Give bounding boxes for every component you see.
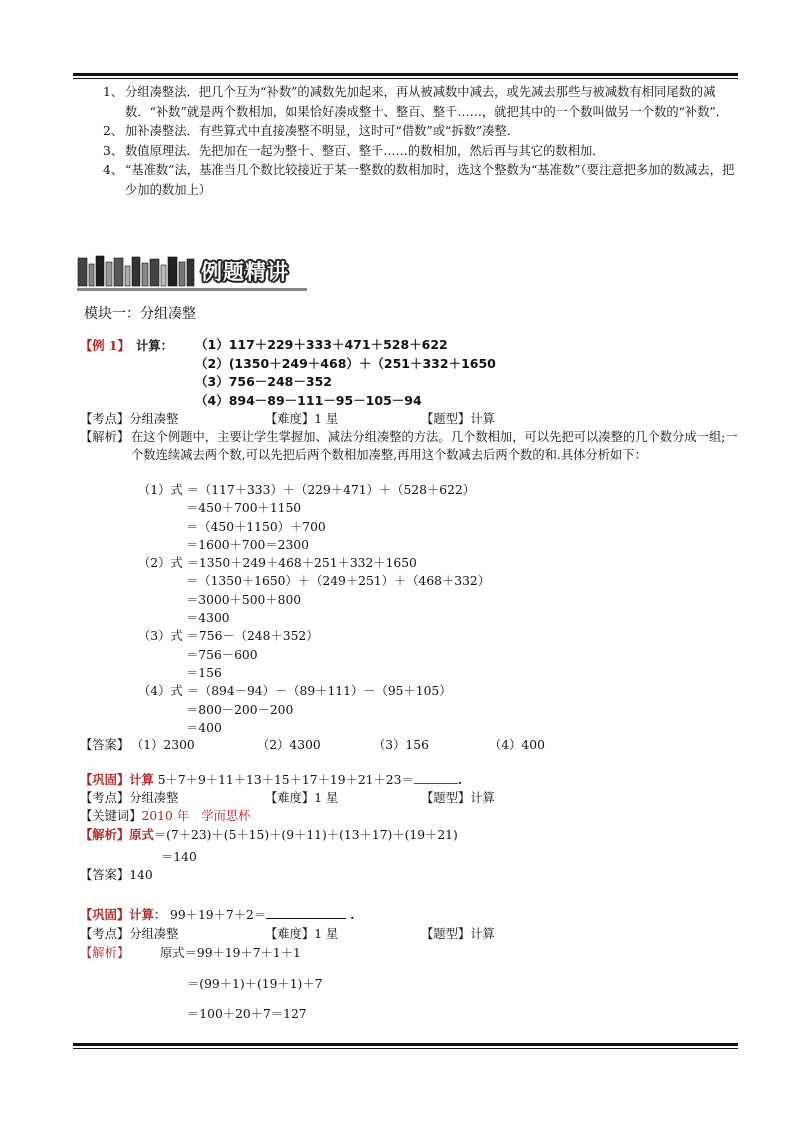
keyword-value: 2010 年 学而思杯 (141, 809, 251, 823)
tixing-label: 【题型】 (421, 791, 471, 805)
kaodian-value: 分组凑整 (129, 791, 179, 805)
method-item (103, 161, 741, 200)
kaodian (80, 925, 178, 943)
step-line: ＝3000＋500＋800 (186, 592, 302, 607)
method-text: 数值原理法．先把加在一起为整十、整百、整千……的数相加，然后再与其它的数相加． (125, 143, 605, 158)
answer-3: （3）156 (373, 738, 429, 752)
module-title: 模块一：分组凑整 (84, 306, 196, 322)
methods-list (103, 83, 741, 200)
gonggu-2-question (80, 906, 354, 924)
tixing-label: 【题型】 (421, 927, 471, 941)
gonggu-1-question (80, 771, 462, 789)
answer-blank[interactable] (266, 906, 346, 919)
problem-item: （3）756－248－352 (195, 374, 332, 390)
expression: 5＋7＋9＋11＋13＋15＋17＋19＋21＋23＝ (157, 773, 414, 787)
nandu-label: 【难度】 (265, 927, 315, 941)
keyword-row (80, 807, 251, 825)
keyword-label: 【关键词】 (80, 809, 142, 823)
step-line: ＝（1350＋1650）＋（249＋251）＋（468＋332） (186, 574, 491, 589)
nandu-value: 1 星 (314, 791, 339, 805)
calc-label: 计算 (129, 772, 154, 787)
kaodian-label: 【考点】 (80, 791, 130, 805)
answer-blank[interactable] (414, 771, 458, 784)
method-item (103, 122, 741, 142)
step-line: （1）式 ＝（117＋333）＋（229＋471）＋（528＋622） (138, 483, 476, 497)
difficulty (265, 410, 338, 428)
solution-steps (138, 481, 490, 737)
nandu-value: 1 星 (314, 927, 339, 941)
kaodian-label: 【考点】 (80, 927, 130, 941)
banner-underline (77, 288, 307, 291)
period: . (457, 772, 462, 787)
tixing-value: 计算 (470, 791, 495, 805)
gonggu-tag: 【巩固】 (80, 772, 130, 787)
method-text: “基准数”法，基准当几个数比较接近于某一整数的数相加时，选这个整数为“基准数”（要注意把多加的数减去，把少加的数加上） (125, 163, 735, 197)
step-line: ＝1600＋700＝2300 (186, 537, 309, 552)
question-type (421, 789, 495, 807)
step-line: ＝756－600 (186, 647, 258, 662)
books-logo-icon (77, 254, 195, 288)
step-line: ＝400 (186, 720, 222, 735)
section-banner (77, 250, 307, 292)
method-text: 加补凑整法．有些算式中直接凑整不明显，这时可“借数”或“拆数”凑整． (125, 124, 520, 138)
solution-line: 原式＝99＋19＋7＋1＋1 (160, 946, 301, 960)
analysis-label: 【解析】 (80, 946, 130, 960)
tixing-value: 计算 (470, 412, 495, 426)
step-line: ＝800－200－200 (186, 702, 294, 717)
solution-line: ＝100＋20＋7＝127 (187, 1007, 307, 1021)
gonggu-tag: 【巩固】 (80, 907, 130, 922)
gonggu-1-analysis (80, 826, 458, 844)
answer-1: （1）2300 (131, 738, 195, 752)
analysis-text: 在这个例题中，主要让学生掌握加、减法分组凑整的方法。几个数相加，可以先把可以凑整的几个数分成一组;一个数连续减去两个数,可以先把后两个数相加凑整,再用这个数减去后两个数的和.具体分析如下： (131, 430, 738, 463)
solution-line: ＝(7＋23)＋(5＋15)＋(9＋11)＋(13＋17)＋(19＋21) (153, 828, 458, 842)
answer-4: （4）400 (489, 738, 545, 752)
footer-rule-thin (73, 1048, 738, 1049)
question-type (421, 925, 495, 943)
step-line: ＝（450＋1150）＋700 (186, 519, 326, 534)
kaodian-value: 分组凑整 (129, 412, 179, 426)
difficulty (265, 925, 338, 943)
problem-item: （1）117＋229＋333＋471＋528＋622 (195, 337, 448, 352)
analysis-label: 【解析】 (80, 430, 130, 444)
banner-title: 例题精讲 (201, 260, 289, 284)
nandu-label: 【难度】 (265, 412, 315, 426)
gonggu-1-answer (80, 866, 153, 884)
example-tag: 【例 1】 (80, 338, 130, 353)
meta-row (80, 410, 178, 428)
expression: 99＋19＋7＋2＝ (170, 908, 267, 922)
calc-label: 计算： (129, 907, 167, 922)
step-line: ＝4300 (186, 611, 230, 626)
method-item (103, 83, 741, 122)
tixing-label: 【题型】 (421, 412, 471, 426)
header-rule-thin (73, 78, 738, 79)
example-problems (195, 336, 496, 411)
step-line: ＝156 (186, 665, 222, 680)
period: . (350, 907, 355, 922)
analysis-label: 【解析】 (80, 827, 130, 842)
solution-line: ＝(99＋1)＋(19＋1)＋7 (187, 977, 323, 991)
method-number: 2、 (103, 124, 124, 138)
tixing-value: 计算 (470, 927, 495, 941)
calc-label: 计算： (136, 338, 173, 353)
answer-label: 【答案】 (80, 868, 130, 882)
yuanshi-label: 原式 (129, 827, 154, 842)
nandu-label: 【难度】 (265, 791, 315, 805)
kaodian (80, 789, 178, 807)
kaodian-value: 分组凑整 (129, 927, 179, 941)
header-rule (73, 73, 738, 76)
step-line: （2）式 ＝1350＋249＋468＋251＋332＋1650 (138, 556, 417, 571)
solution-line: ＝140 (161, 850, 197, 864)
answer-label: 【答案】 (80, 738, 130, 752)
step-line: （4）式 ＝（894－94）－（89＋111）－（95＋105） (138, 684, 452, 699)
method-number: 3、 (103, 143, 124, 158)
kaodian-label: 【考点】 (80, 412, 130, 426)
answer-value: 140 (129, 868, 153, 882)
answer-row (80, 736, 129, 754)
question-type (421, 410, 495, 428)
step-line: ＝450＋700＋1150 (186, 501, 302, 516)
footer-rule (73, 1043, 738, 1046)
problem-item: （4）894－89－111－95－105－94 (195, 393, 422, 409)
method-item (103, 142, 741, 162)
step-line: （3）式 ＝756－（248＋352） (138, 629, 319, 644)
method-number: 1、 (103, 85, 124, 99)
method-number: 4、 (103, 163, 124, 177)
answer-2: （2）4300 (257, 738, 321, 752)
problem-item: （2）(1350＋249＋468）＋（251＋332＋1650 (195, 355, 496, 371)
method-text: 分组凑整法．把几个互为“补数”的减数先加起来，再从被减数中减去，或先减去那些与被减数有相同尾数的减数．“补数”就是两个数相加，如果恰好凑成整十、整百、整千……，就把其中的一个数叫做另一个数的“补数”． (125, 85, 729, 119)
nandu-value: 1 星 (314, 412, 339, 426)
difficulty (265, 789, 338, 807)
